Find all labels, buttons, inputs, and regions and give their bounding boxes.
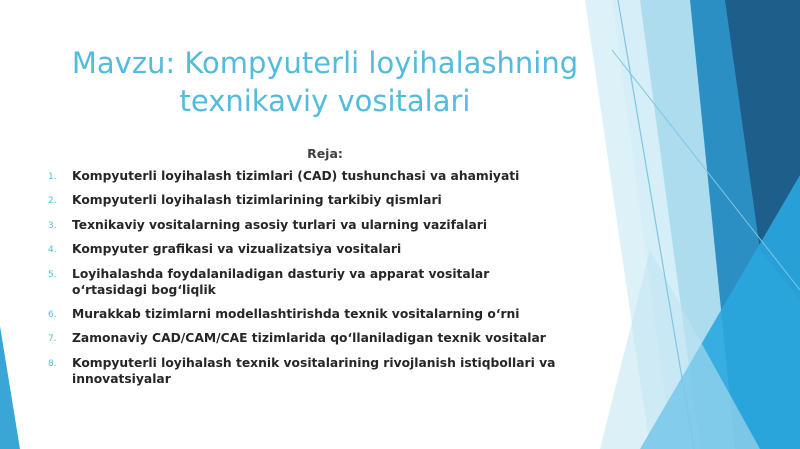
item-number: 4. <box>48 245 57 256</box>
plan-list <box>48 168 568 395</box>
list-item <box>48 330 568 346</box>
item-number: 7. <box>48 334 57 345</box>
list-item <box>48 192 568 208</box>
item-text: Murakkab tizimlarni modellashtirishda texnik vositalarning o‘rni <box>72 306 520 321</box>
slide-title <box>40 44 610 120</box>
title-line-2: texnikaviy vositalari <box>179 84 471 118</box>
left-accent-shape <box>0 326 20 449</box>
item-text: Kompyuter grafikasi va vizualizatsiya vositalari <box>72 242 402 257</box>
item-number: 3. <box>48 220 57 231</box>
item-number: 1. <box>48 172 57 182</box>
item-text: Kompyuterli loyihalash tizimlarining tarkibiy qismlari <box>72 193 442 208</box>
list-item <box>48 355 568 387</box>
title-line-1: Mavzu: Kompyuterli loyihalashning <box>71 46 579 80</box>
item-number: 6. <box>48 309 57 320</box>
item-text: Kompyuterli loyihalash texnik vositalarining rivojlanish istiqbollari va innovatsiyalar <box>72 355 556 386</box>
list-item <box>48 217 568 233</box>
item-text: Kompyuterli loyihalash tizimlari (CAD) tushunchasi va ahamiyati <box>72 169 520 183</box>
item-number: 5. <box>48 269 57 280</box>
item-text: Texnikaviy vositalarning asosiy turlari va ularning vazifalari <box>72 217 488 232</box>
list-item <box>48 241 568 257</box>
item-text: Loyihalashda foydalaniladigan dasturiy va apparat vositalar o‘rtasidagi bog‘liqlik <box>72 266 490 297</box>
item-number: 2. <box>48 196 57 207</box>
item-number: 8. <box>48 358 57 369</box>
list-item <box>48 168 568 184</box>
item-text: Zamonaviy CAD/CAM/CAE tizimlarida qo‘llaniladigan texnik vositalar <box>72 331 546 346</box>
plan-heading: Reja: <box>307 146 343 161</box>
list-item <box>48 266 568 298</box>
list-item <box>48 306 568 322</box>
